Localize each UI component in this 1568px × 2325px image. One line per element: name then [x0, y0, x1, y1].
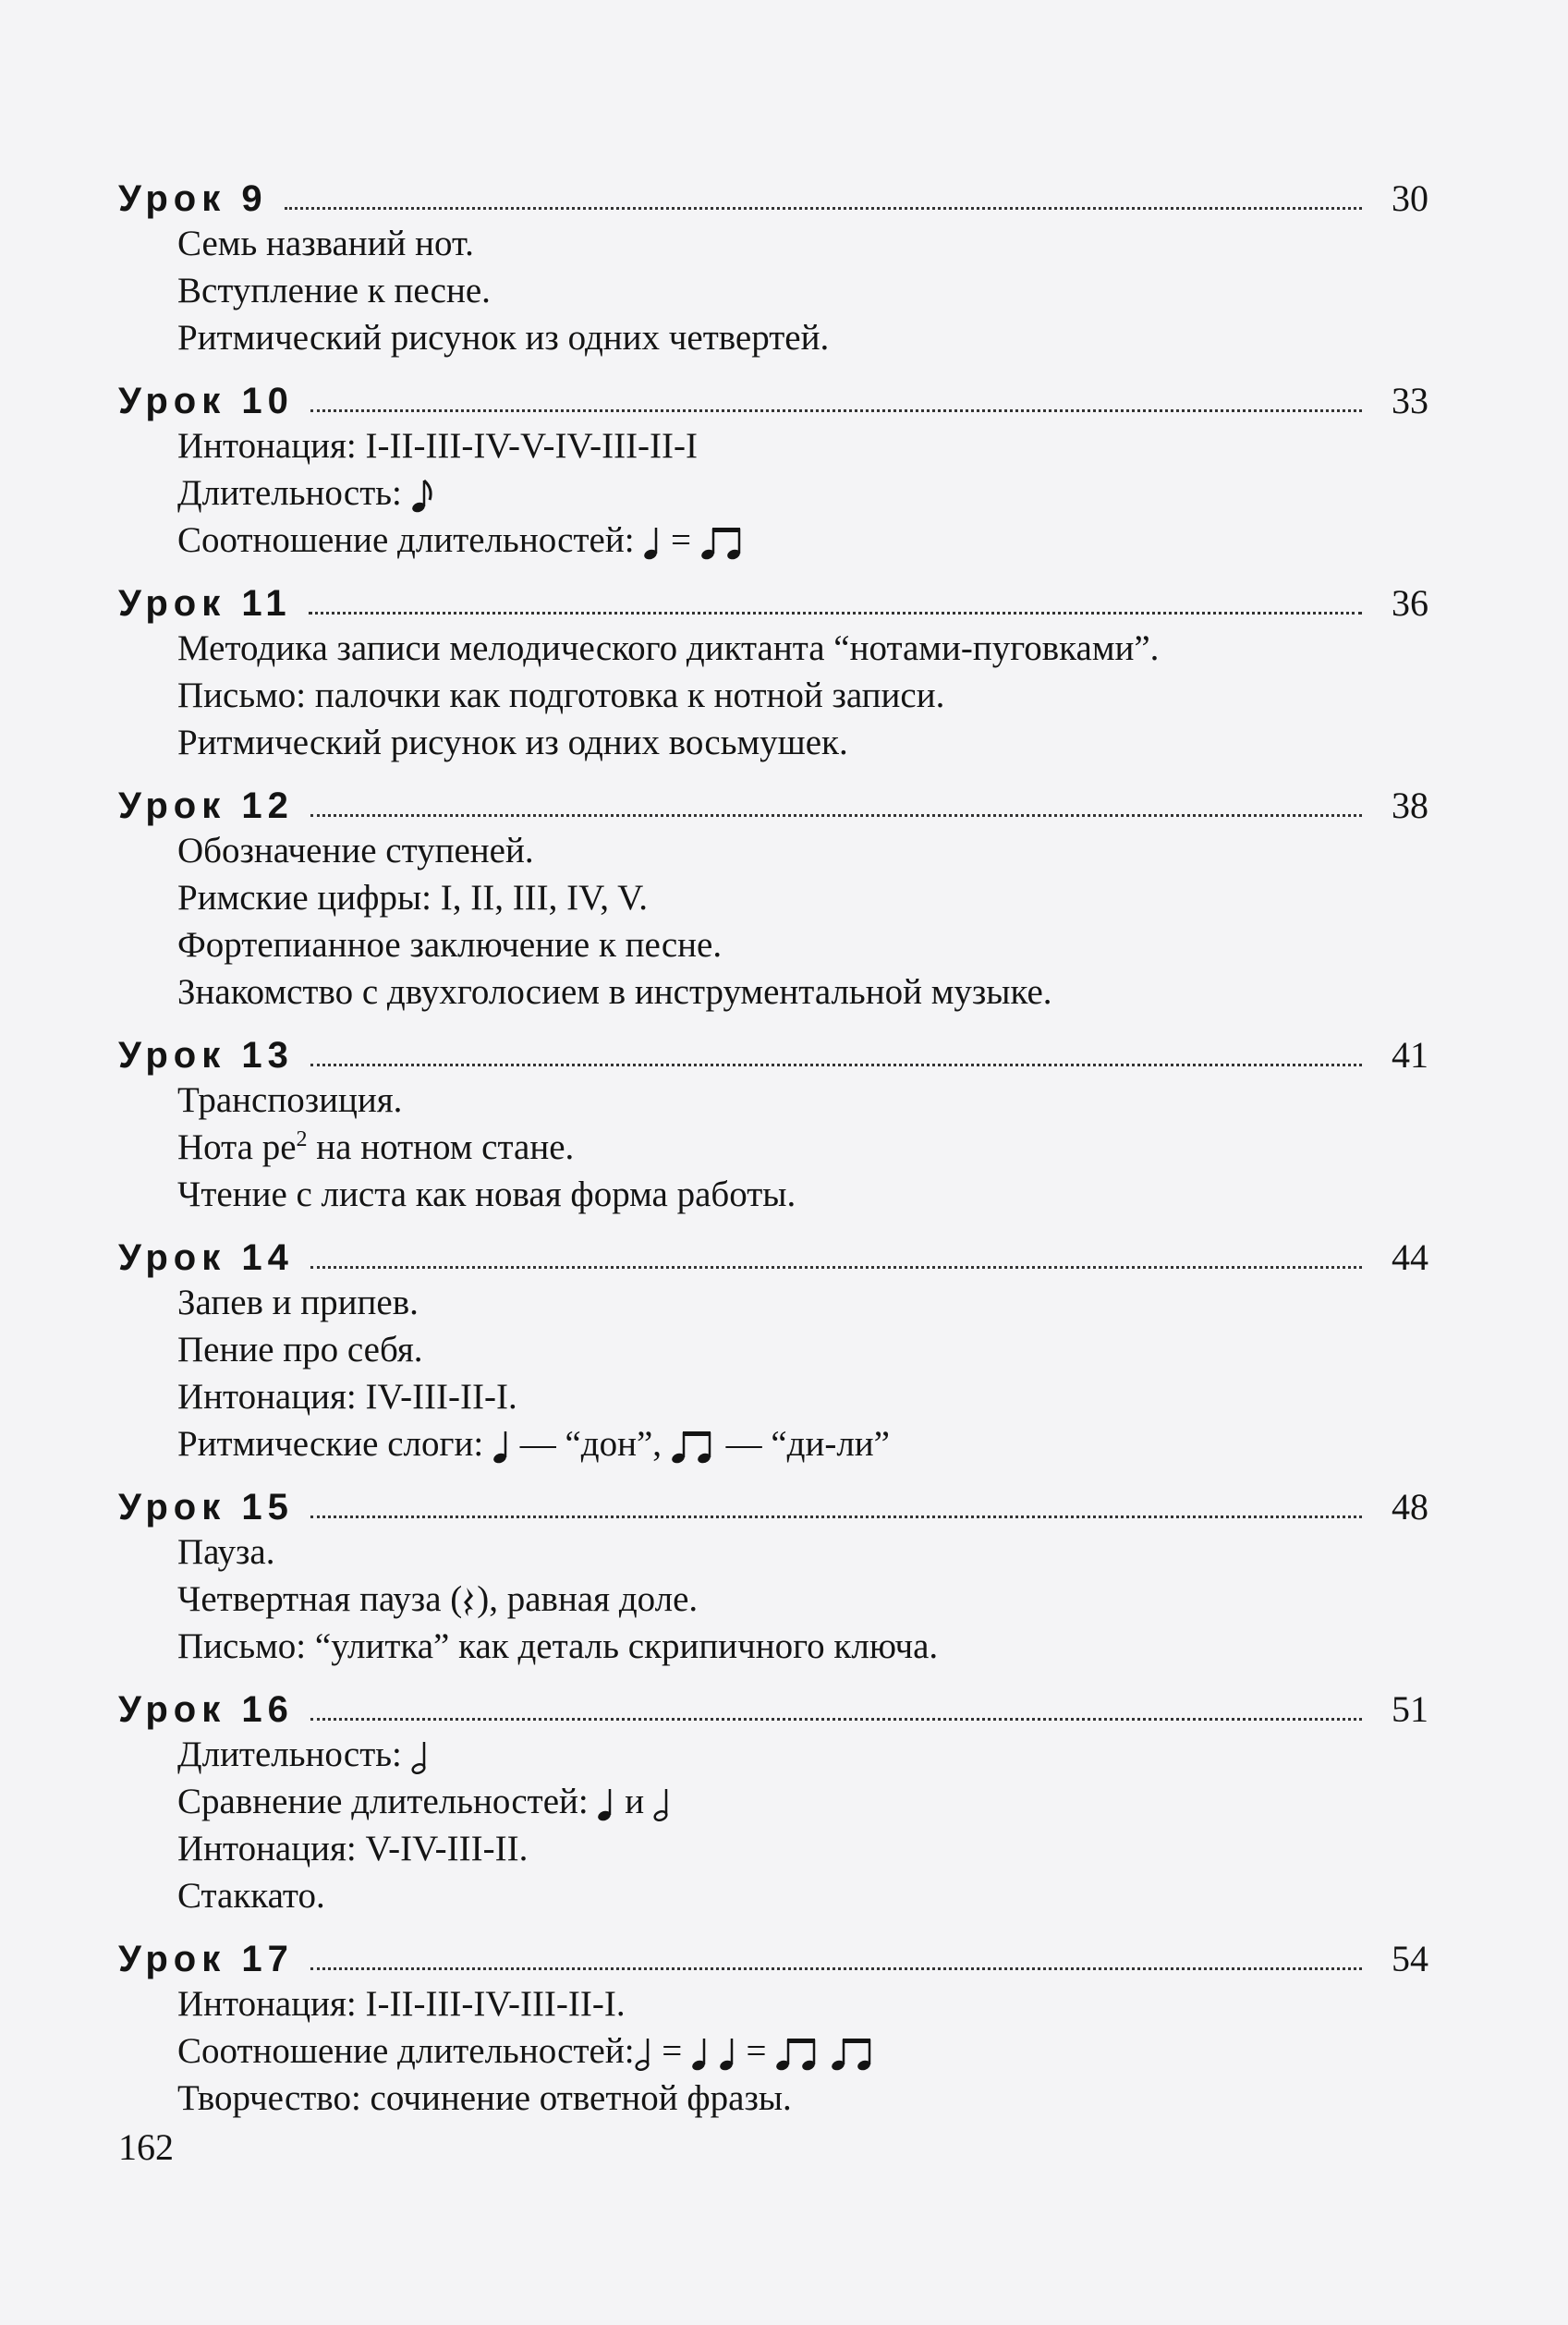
quarter-note-icon	[719, 2036, 737, 2073]
page-number: 30	[1392, 177, 1428, 219]
topic-item: Римские цифры: I, II, III, IV, V.	[177, 878, 648, 918]
beamed-eighths-icon	[671, 1429, 717, 1466]
topic-item	[177, 1420, 1428, 1467]
lesson-10	[118, 369, 1428, 564]
dot-leader	[310, 1063, 1362, 1066]
topic-item: Транспозиция.	[177, 1080, 403, 1120]
half-note-icon	[635, 2036, 653, 2073]
lesson-12	[118, 773, 1428, 1016]
lesson-heading	[118, 773, 1428, 827]
dot-leader	[285, 206, 1362, 210]
topic-item: Ритмический рисунок из одних восьмушек.	[177, 723, 848, 762]
quarter-note-icon	[691, 2036, 710, 2073]
lesson-heading	[118, 1023, 1428, 1077]
page-number: 48	[1392, 1486, 1428, 1528]
beamed-eighths-icon	[700, 525, 747, 562]
lesson-9	[118, 166, 1428, 361]
topic-item: Запев и припев.	[177, 1283, 419, 1322]
lesson-title: Урок 10	[118, 381, 294, 421]
lesson-13	[118, 1023, 1428, 1218]
topic-text: Соотношение длительностей:	[177, 520, 635, 560]
lesson-title: Урок 16	[118, 1689, 294, 1730]
topic-item: Интонация: I-II-III-IV-V-IV-III-II-I	[177, 426, 698, 466]
topic-item: Чтение с листа как новая форма работы.	[177, 1175, 796, 1214]
topic-item: Письмо: палочки как подготовка к нотной записи.	[177, 676, 945, 715]
eighth-note-icon	[411, 478, 435, 515]
beamed-eighths-icon	[831, 2036, 877, 2073]
equals-sign: =	[662, 2031, 683, 2071]
half-note-icon	[411, 1739, 430, 1776]
topic-text: Сравнение длительностей:	[177, 1782, 589, 1821]
page-number: 38	[1392, 785, 1428, 826]
dot-leader	[310, 408, 1362, 412]
lesson-title: Урок 17	[118, 1939, 294, 1979]
lesson-14	[118, 1225, 1428, 1467]
dot-leader	[310, 813, 1362, 817]
topic-text: на нотном стане.	[316, 1127, 575, 1167]
topic-item: Интонация: IV-III-II-I.	[177, 1377, 517, 1417]
topic-text: Соотношение длительностей:	[177, 2031, 635, 2071]
lesson-title: Урок 14	[118, 1237, 294, 1278]
equals-sign: =	[671, 520, 692, 560]
topic-item: Семь названий нот.	[177, 224, 474, 263]
topic-item	[177, 2027, 1428, 2075]
lesson-heading	[118, 1475, 1428, 1528]
topic-item: Интонация: V-IV-III-II.	[177, 1829, 529, 1869]
topic-text: Четвертная пауза (	[177, 1579, 463, 1619]
topic-item: Методика записи мелодического диктанта “нотами-пуговками”.	[177, 628, 1160, 668]
topic-item	[177, 1731, 1428, 1778]
topic-item: Ритмический рисунок из одних четвертей.	[177, 318, 830, 358]
beamed-eighths-icon	[775, 2036, 821, 2073]
lesson-heading	[118, 166, 1428, 220]
page-number: 51	[1392, 1688, 1428, 1730]
page-number: 36	[1392, 582, 1428, 624]
equals-sign: =	[746, 2031, 767, 2071]
topic-text: ), равная доле.	[477, 1579, 699, 1619]
topic-text: и	[625, 1782, 645, 1821]
page-number: 33	[1392, 380, 1428, 421]
lesson-heading	[118, 1677, 1428, 1731]
quarter-rest-icon	[462, 1586, 477, 1619]
lesson-title: Урок 11	[118, 583, 292, 624]
lesson-title: Урок 12	[118, 785, 294, 826]
topic-item	[177, 1576, 1428, 1623]
half-note-icon	[653, 1786, 672, 1823]
page-number: 41	[1392, 1034, 1428, 1076]
topic-text: Длительность:	[177, 1735, 402, 1774]
dot-leader	[309, 611, 1362, 615]
topic-text: Нота ре	[177, 1127, 297, 1167]
page-folio: 162	[118, 2126, 174, 2168]
quarter-note-icon	[643, 525, 662, 562]
topic-item: Стаккато.	[177, 1876, 325, 1916]
lesson-heading	[118, 571, 1428, 625]
superscript: 2	[296, 1127, 308, 1151]
topic-text: Ритмические слоги:	[177, 1424, 484, 1464]
topic-item	[177, 469, 1428, 517]
topic-item: Творчество: сочинение ответной фразы.	[177, 2078, 792, 2118]
lesson-heading	[118, 1927, 1428, 1980]
topic-item	[177, 517, 1428, 564]
topic-item	[177, 1778, 1428, 1825]
dot-leader	[310, 1265, 1362, 1269]
topic-text: Длительность:	[177, 473, 402, 513]
quarter-note-icon	[597, 1786, 615, 1823]
quarter-note-icon	[492, 1429, 511, 1466]
topic-item: Обозначение ступеней.	[177, 831, 534, 870]
table-of-contents	[118, 166, 1428, 2129]
topic-item: Письмо: “улитка” как деталь скрипичного ключа.	[177, 1626, 939, 1666]
lesson-heading	[118, 369, 1428, 422]
topic-item: Пение про себя.	[177, 1330, 423, 1369]
lesson-17	[118, 1927, 1428, 2122]
dot-leader	[310, 1515, 1362, 1518]
lesson-title: Урок 13	[118, 1035, 294, 1076]
topic-item: Фортепианное заключение к песне.	[177, 925, 723, 965]
page-number: 44	[1392, 1236, 1428, 1278]
dot-leader	[310, 1966, 1362, 1970]
lesson-heading	[118, 1225, 1428, 1279]
topic-text: — “ди-ли”	[725, 1424, 890, 1464]
lesson-title: Урок 15	[118, 1487, 294, 1528]
lesson-11	[118, 571, 1428, 766]
dot-leader	[310, 1717, 1362, 1721]
lesson-15	[118, 1475, 1428, 1670]
page-number: 54	[1392, 1938, 1428, 1979]
topic-item: Вступление к песне.	[177, 271, 491, 310]
topic-item: Пауза.	[177, 1532, 275, 1572]
lesson-16	[118, 1677, 1428, 1919]
topic-item	[177, 1124, 1428, 1171]
topic-text: — “дон”,	[519, 1424, 662, 1464]
lesson-title: Урок 9	[118, 178, 268, 219]
topic-item: Интонация: I-II-III-IV-III-II-I.	[177, 1984, 626, 2024]
topic-item: Знакомство с двухголосием в инструментальной музыке.	[177, 972, 1052, 1012]
